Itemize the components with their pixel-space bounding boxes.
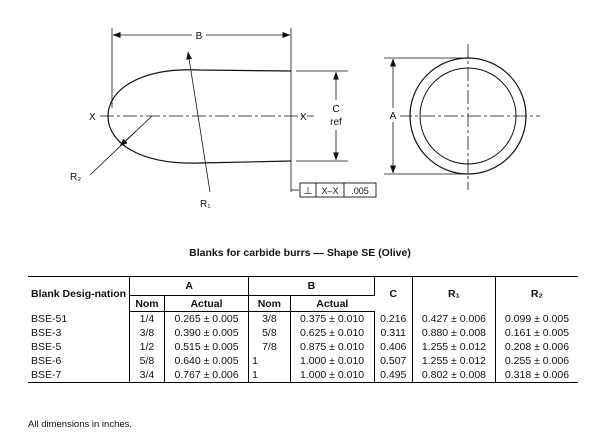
tolerance-datum: X–X bbox=[321, 186, 339, 196]
axis-x-left: X bbox=[89, 112, 96, 123]
cell-c: 0.311 bbox=[374, 326, 412, 340]
cell-r1: 1.255 ± 0.012 bbox=[412, 340, 495, 354]
dim-c-ref-label: ref bbox=[330, 117, 342, 128]
cell-c: 0.507 bbox=[374, 354, 412, 368]
r2-label: R₂ bbox=[70, 172, 82, 183]
table-row bbox=[28, 368, 578, 383]
cell-a-nom: 5/8 bbox=[130, 354, 165, 368]
cell-a-nom: 1/2 bbox=[130, 340, 165, 354]
cell-designation: BSE-6 bbox=[28, 354, 130, 368]
header-r2: R₂ bbox=[495, 277, 578, 312]
r1-label: R₁ bbox=[200, 199, 211, 210]
tolerance-value: .005 bbox=[351, 186, 369, 196]
cell-r1: 0.880 ± 0.008 bbox=[412, 326, 495, 340]
cell-b-nom: 5/8 bbox=[249, 326, 290, 340]
cell-r2: 0.161 ± 0.005 bbox=[504, 327, 570, 339]
cell-a-nom: 3/8 bbox=[130, 326, 165, 340]
header-b: B bbox=[249, 277, 374, 296]
cell-b-nom: 7/8 bbox=[249, 340, 290, 354]
perpendicularity-symbol: ⊥ bbox=[303, 186, 313, 197]
cell-a-nom: 3/4 bbox=[130, 368, 165, 383]
cell-a-actual: 0.265 ± 0.005 bbox=[164, 312, 248, 327]
cell-designation: BSE-3 bbox=[28, 326, 130, 340]
cell-b-actual: 1.000 ± 0.010 bbox=[290, 354, 374, 368]
header-c: C bbox=[374, 277, 412, 312]
dim-c-label: C bbox=[332, 104, 340, 115]
blank-spec-table bbox=[28, 276, 578, 383]
header-a-actual: Actual bbox=[164, 296, 248, 312]
header-a-nom: Nom bbox=[130, 296, 165, 312]
dim-a-label: A bbox=[389, 111, 397, 122]
cell-r1: 1.255 ± 0.012 bbox=[412, 354, 495, 368]
table-title: Blanks for carbide burrs — Shape SE (Olive) bbox=[189, 247, 411, 259]
cell-r2: 0.318 ± 0.006 bbox=[495, 368, 578, 383]
cell-b-nom: 1 bbox=[249, 368, 290, 383]
cell-a-actual: 0.767 ± 0.006 bbox=[164, 368, 248, 383]
cell-a-actual: 0.390 ± 0.005 bbox=[164, 326, 248, 340]
cell-c: 0.406 bbox=[374, 340, 412, 354]
axis-x-right: X bbox=[300, 112, 307, 123]
header-b-actual: Actual bbox=[290, 296, 374, 312]
cell-c: 0.216 bbox=[374, 312, 412, 327]
dim-b-label: B bbox=[195, 31, 203, 42]
cell-b-actual: 0.875 ± 0.010 bbox=[290, 340, 374, 354]
cell-r1: 0.802 ± 0.008 bbox=[412, 368, 495, 383]
olive-profile bbox=[108, 70, 291, 163]
header-a: A bbox=[130, 277, 249, 296]
cell-b-actual: 0.375 ± 0.010 bbox=[290, 312, 374, 327]
header-b-nom: Nom bbox=[249, 296, 290, 312]
cell-b-actual: 1.000 ± 0.010 bbox=[290, 368, 374, 383]
table-row bbox=[28, 354, 578, 368]
cell-r2: 0.255 ± 0.006 bbox=[504, 355, 570, 367]
units-note: All dimensions in inches. bbox=[28, 419, 133, 430]
table-row bbox=[28, 326, 578, 340]
r2-leader-arrow bbox=[120, 131, 136, 146]
r1-leader bbox=[188, 52, 210, 192]
cell-b-nom: 3/8 bbox=[249, 312, 290, 327]
cell-a-actual: 0.640 ± 0.005 bbox=[164, 354, 248, 368]
cell-r1: 0.427 ± 0.006 bbox=[412, 312, 495, 327]
cell-a-actual: 0.515 ± 0.005 bbox=[164, 340, 248, 354]
header-r1: R₁ bbox=[412, 277, 495, 312]
cell-b-nom: 1 bbox=[249, 354, 290, 368]
cell-designation: BSE-7 bbox=[28, 368, 130, 383]
cell-c: 0.495 bbox=[374, 368, 412, 383]
cell-r2: 0.208 ± 0.006 bbox=[504, 341, 570, 353]
header-blank-designation: Blank Desig-nation bbox=[28, 277, 130, 312]
cell-designation: BSE-5 bbox=[28, 340, 130, 354]
table-row bbox=[28, 340, 578, 354]
cell-a-nom: 1/4 bbox=[130, 312, 165, 327]
cell-designation: BSE-51 bbox=[28, 312, 130, 327]
cell-b-actual: 0.625 ± 0.010 bbox=[290, 326, 374, 340]
table-row bbox=[28, 312, 578, 327]
cell-r2: 0.099 ± 0.005 bbox=[504, 312, 570, 325]
